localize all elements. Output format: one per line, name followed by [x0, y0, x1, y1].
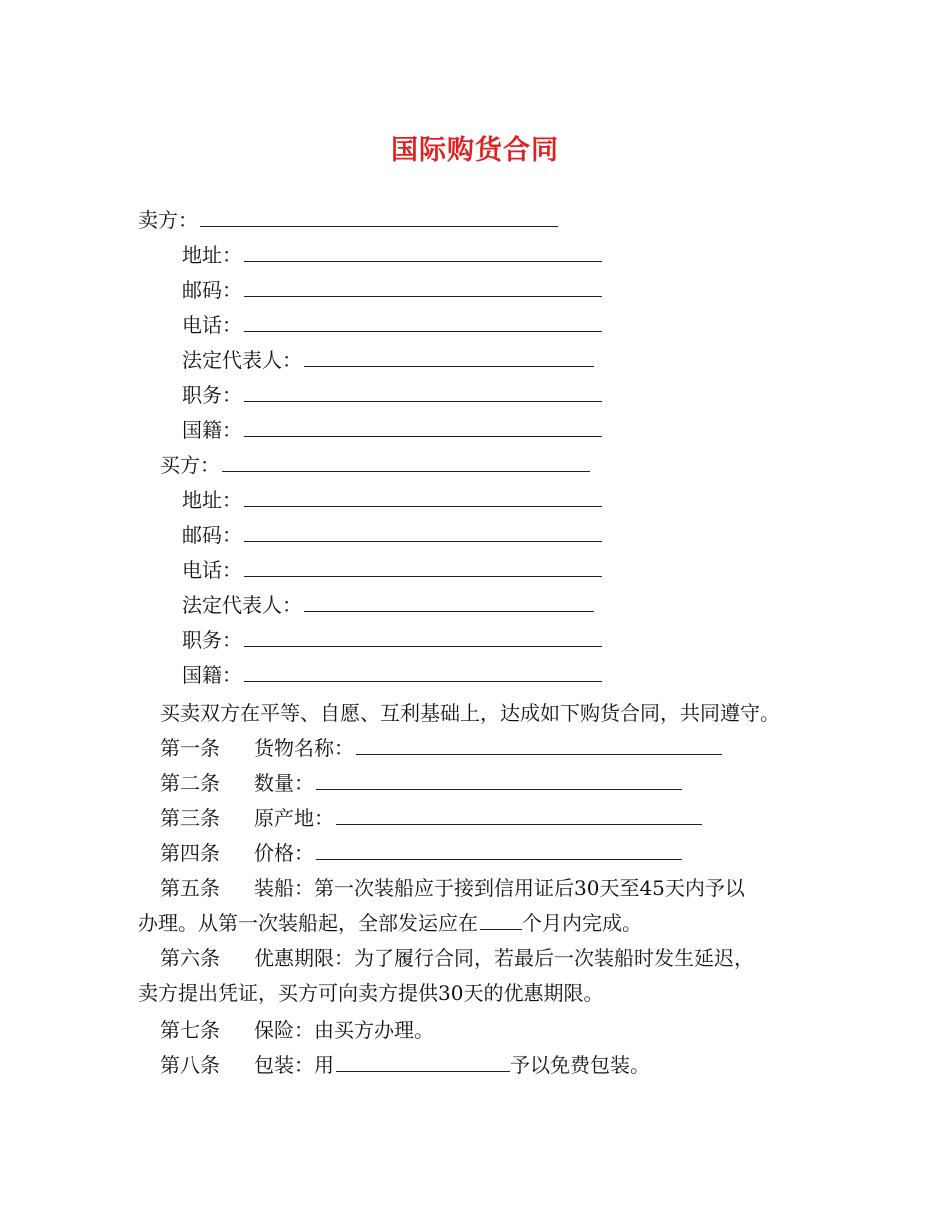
buyer-postcode-label: 邮码：	[182, 523, 242, 547]
intro-paragraph: 买卖双方在平等、自愿、互利基础上，达成如下购货合同，共同遵守。	[160, 701, 780, 725]
article-8-blank[interactable]	[336, 1051, 510, 1072]
seller-postcode-blank[interactable]	[244, 276, 602, 297]
seller-address-line	[182, 241, 602, 269]
article-4	[160, 839, 682, 867]
article-3	[160, 804, 702, 832]
buyer-phone-blank[interactable]	[244, 556, 602, 577]
page-title: 国际购货合同	[391, 135, 559, 166]
seller-line	[138, 206, 558, 234]
article-5	[160, 874, 745, 902]
seller-nationality-blank[interactable]	[244, 416, 602, 437]
buyer-postcode-line	[182, 521, 602, 549]
article-5-continued	[138, 909, 642, 937]
article-5-cont-before: 办理。从第一次装船起，全部发运应在	[138, 911, 478, 935]
seller-phone-line	[182, 311, 602, 339]
seller-address-blank[interactable]	[244, 241, 602, 262]
buyer-phone-label: 电话：	[182, 558, 242, 582]
seller-phone-label: 电话：	[182, 313, 242, 337]
buyer-line	[160, 451, 590, 479]
buyer-postcode-blank[interactable]	[244, 521, 602, 542]
seller-rep-line	[182, 346, 594, 374]
article-5-text: 装船：第一次装船应于接到信用证后30天至45天内予以	[254, 876, 745, 900]
article-7-num: 第七条	[160, 1018, 220, 1042]
article-6-text: 优惠期限：为了履行合同，若最后一次装船时发生延迟，	[254, 946, 754, 970]
article-2-blank[interactable]	[316, 769, 682, 790]
buyer-blank[interactable]	[222, 451, 590, 472]
seller-title-label: 职务：	[182, 383, 242, 407]
article-1-blank[interactable]	[356, 734, 722, 755]
seller-postcode-line	[182, 276, 602, 304]
article-6-continued: 卖方提出凭证，买方可向卖方提供30天的优惠期限。	[138, 981, 604, 1005]
seller-nationality-line	[182, 416, 602, 444]
buyer-nationality-label: 国籍：	[182, 663, 242, 687]
article-3-text: 原产地：	[254, 806, 334, 830]
buyer-title-blank[interactable]	[244, 626, 602, 647]
buyer-address-blank[interactable]	[244, 486, 602, 507]
seller-postcode-label: 邮码：	[182, 278, 242, 302]
article-5-num: 第五条	[160, 876, 220, 900]
article-1-num: 第一条	[160, 736, 220, 760]
article-5-months-blank[interactable]	[480, 909, 522, 930]
buyer-rep-line	[182, 591, 594, 619]
seller-blank[interactable]	[200, 206, 558, 227]
buyer-label: 买方：	[160, 453, 220, 477]
article-8	[160, 1051, 650, 1079]
article-8-text-after: 予以免费包装。	[510, 1053, 650, 1077]
seller-rep-blank[interactable]	[304, 346, 594, 367]
article-1	[160, 734, 722, 762]
article-6-num: 第六条	[160, 946, 220, 970]
article-8-num: 第八条	[160, 1053, 220, 1077]
buyer-rep-label: 法定代表人：	[182, 593, 302, 617]
seller-rep-label: 法定代表人：	[182, 348, 302, 372]
article-2-text: 数量：	[254, 771, 314, 795]
article-3-num: 第三条	[160, 806, 220, 830]
seller-phone-blank[interactable]	[244, 311, 602, 332]
article-2-num: 第二条	[160, 771, 220, 795]
seller-address-label: 地址：	[182, 243, 242, 267]
buyer-phone-line	[182, 556, 602, 584]
buyer-nationality-blank[interactable]	[244, 661, 602, 682]
article-3-blank[interactable]	[336, 804, 702, 825]
buyer-rep-blank[interactable]	[304, 591, 594, 612]
article-4-text: 价格：	[254, 841, 314, 865]
seller-label: 卖方：	[138, 208, 198, 232]
seller-title-line	[182, 381, 602, 409]
article-7-text: 保险：由买方办理。	[254, 1018, 434, 1042]
article-8-text-before: 包装：用	[254, 1053, 334, 1077]
article-6	[160, 944, 754, 972]
seller-nationality-label: 国籍：	[182, 418, 242, 442]
seller-title-blank[interactable]	[244, 381, 602, 402]
article-4-blank[interactable]	[316, 839, 682, 860]
buyer-address-line	[182, 486, 602, 514]
buyer-title-label: 职务：	[182, 628, 242, 652]
buyer-title-line	[182, 626, 602, 654]
article-4-num: 第四条	[160, 841, 220, 865]
article-1-text: 货物名称：	[254, 736, 354, 760]
article-5-cont-after: 个月内完成。	[522, 911, 642, 935]
article-2	[160, 769, 682, 797]
article-7	[160, 1016, 434, 1044]
buyer-address-label: 地址：	[182, 488, 242, 512]
buyer-nationality-line	[182, 661, 602, 689]
